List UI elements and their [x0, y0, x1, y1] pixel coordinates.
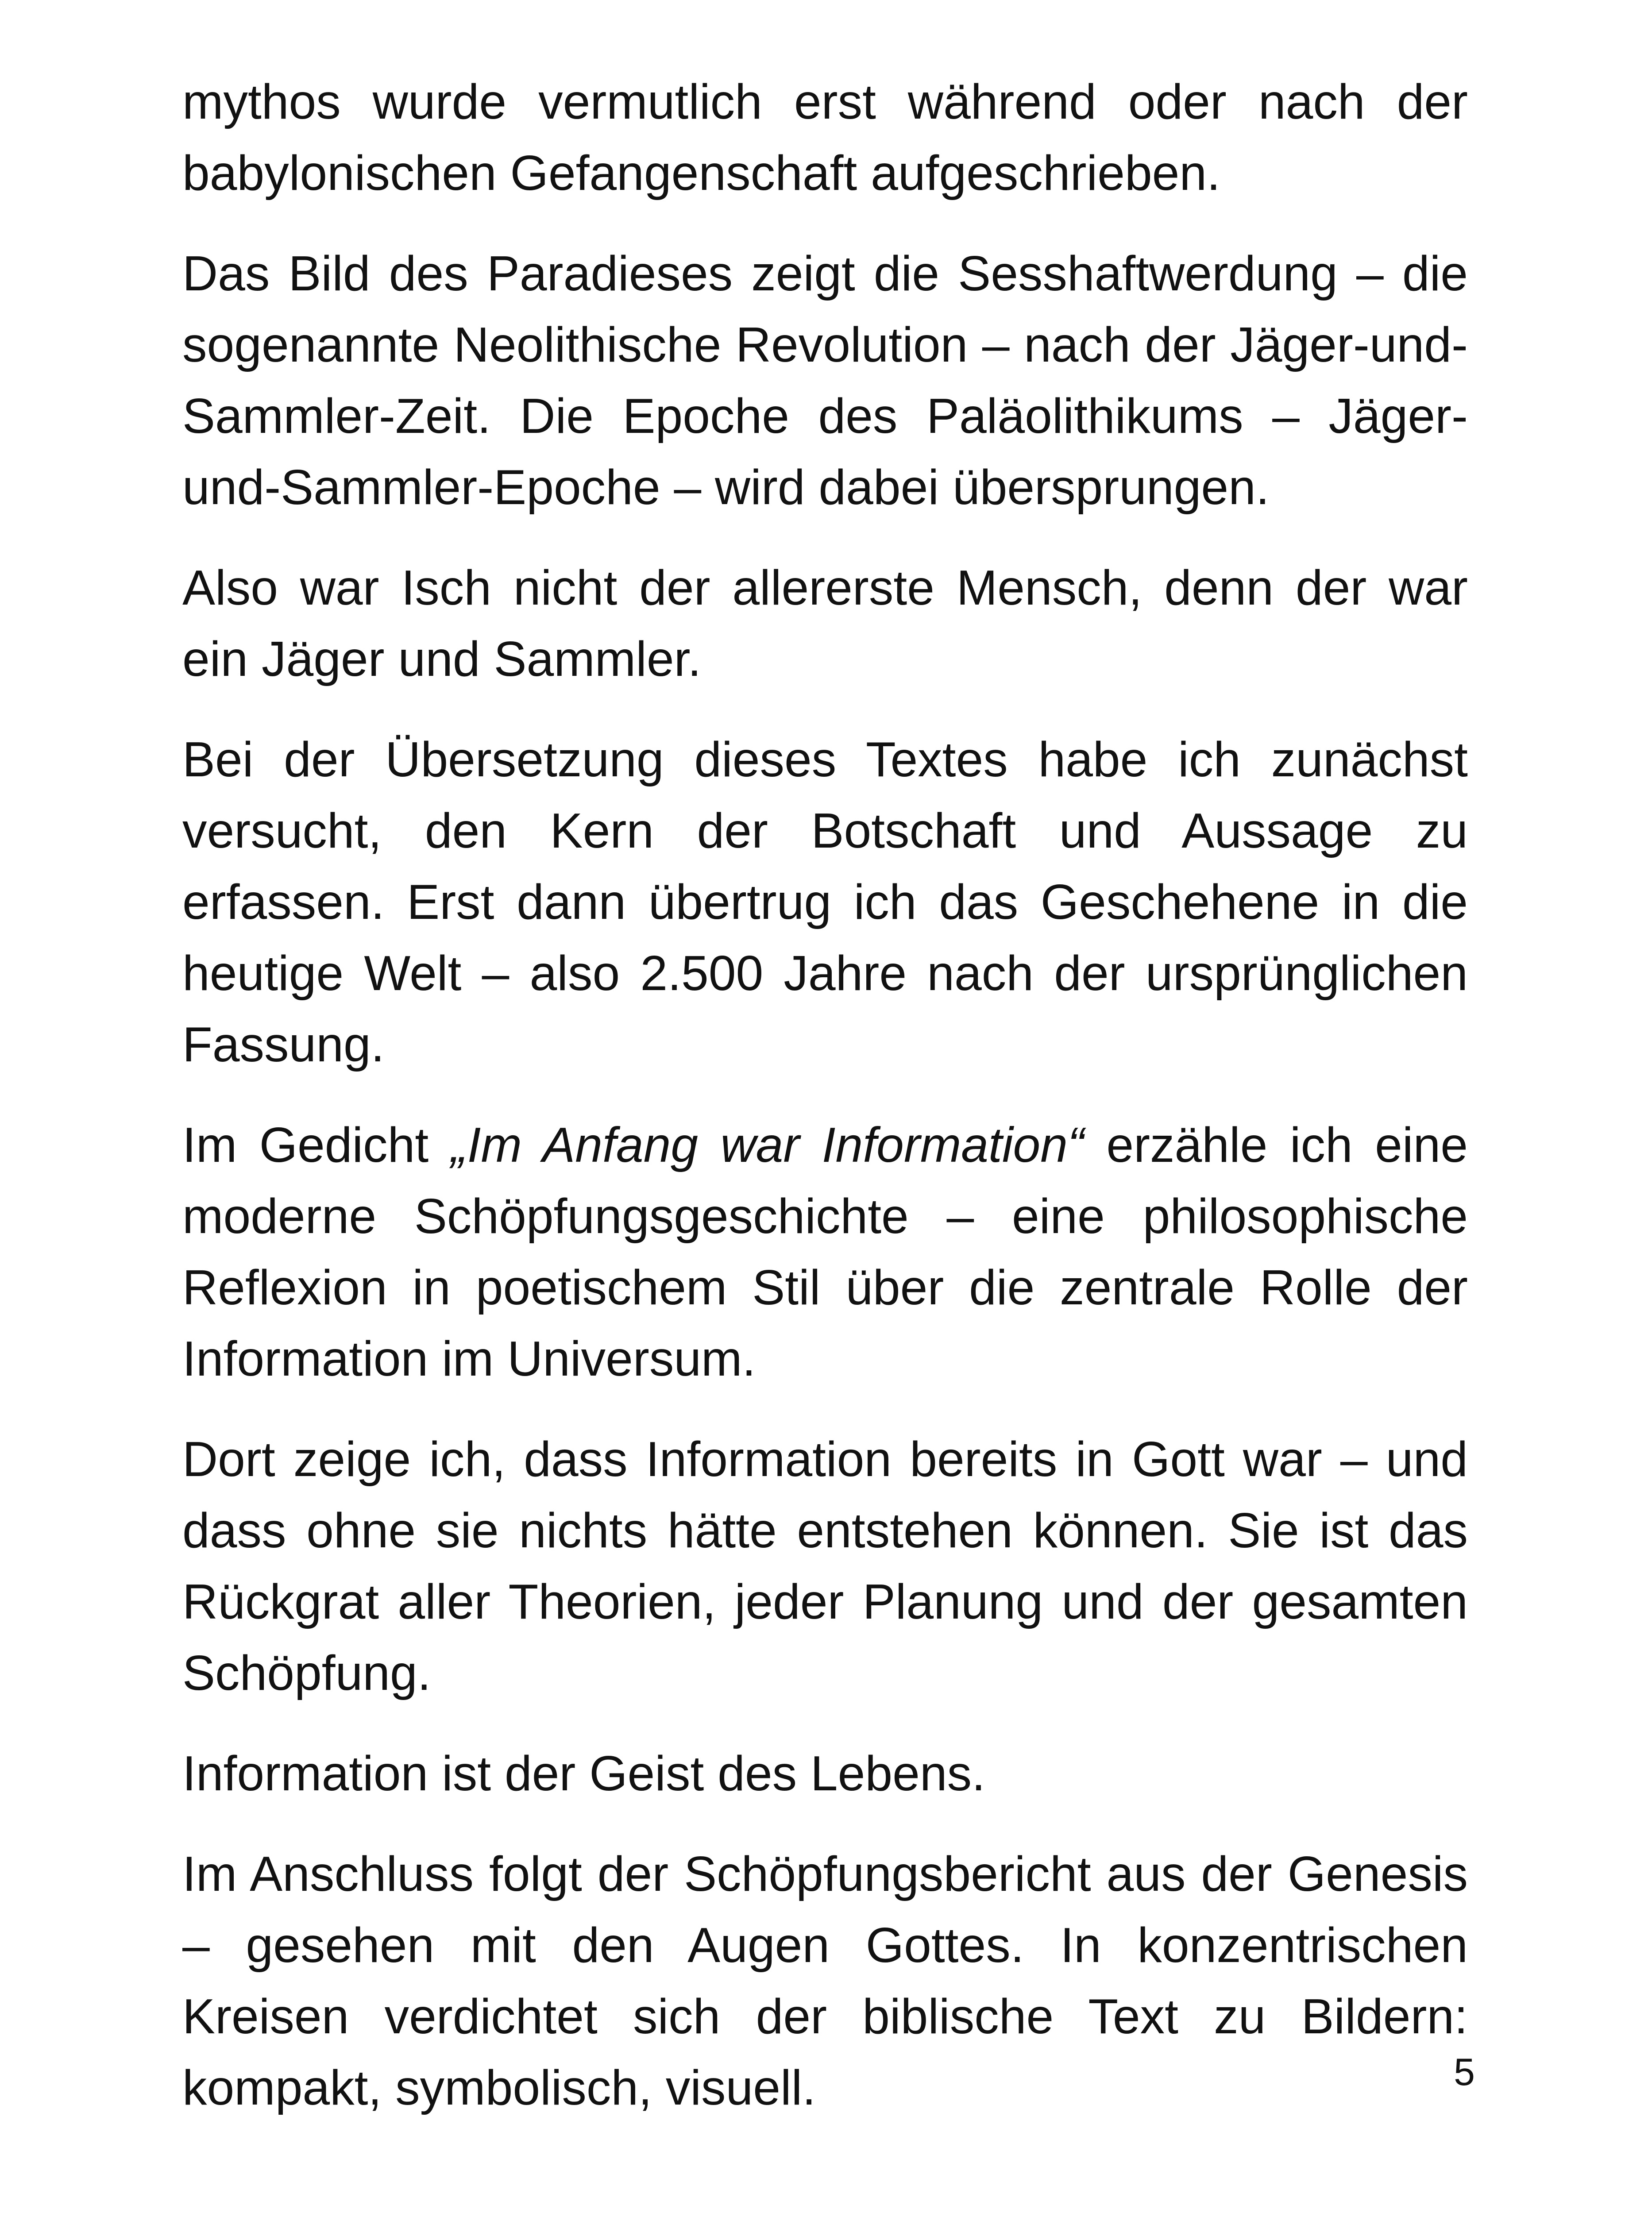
body-text	[182, 66, 1468, 2153]
paragraph-poem-description: erzähle ich eine moderne Schöpfungsgeschichte – eine philosophische Reflexion in poetischem Stil über die zentrale Rolle der Information im Universum.	[182, 1118, 1468, 1386]
paragraph-spirit-of-life: Information ist der Geist des Lebens.	[182, 1746, 985, 1801]
paragraph-genesis-circles: Im Anschluss folgt der Schöpfungsbericht aus der Genesis – gesehen mit den Augen Gottes. In konzentrischen Kreisen verdichtet sich der biblische Text zu Bildern: kompakt, symbolisch, visuell.	[182, 1847, 1468, 2115]
paragraph-paradise-image: Das Bild des Paradieses zeigt die Sesshaftwerdung – die sogenannte Neolithische Revolution – nach der Jäger-und-Sammler-Zeit. Die Epoche des Paläolithikums – Jäger-und-Sammler-Epoche – wird dabei übersprungen.	[182, 246, 1468, 515]
paragraph-information-in-god: Dort zeige ich, dass Information bereits in Gott war – und dass ohne sie nichts hätte entstehen können. Sie ist das Rückgrat aller Theorien, jeder Planung und der gesamten Schöpfung.	[182, 1432, 1468, 1700]
paragraph-poem-intro: Im Gedicht	[182, 1118, 451, 1172]
paragraph-isch-first-human: Also war Isch nicht der allererste Mensch, denn der war ein Jäger und Sammler.	[182, 560, 1468, 686]
paragraph-poem-reference	[182, 1110, 1468, 1395]
poem-title: „Im Anfang war Information“	[451, 1118, 1084, 1172]
page-number: 5	[1454, 2051, 1475, 2093]
paragraph-translation-approach: Bei der Übersetzung dieses Textes habe ich zunächst versucht, den Kern der Botschaft und Aussage zu erfassen. Erst dann übertrug ich das Geschehene in die heutige Welt – also 2.500 Jahre nach der ursprünglichen Fassung.	[182, 732, 1468, 1072]
paragraph-babylonian-captivity: mythos wurde vermutlich erst während oder nach der babylonischen Gefangenschaft aufgeschrieben.	[182, 74, 1468, 200]
